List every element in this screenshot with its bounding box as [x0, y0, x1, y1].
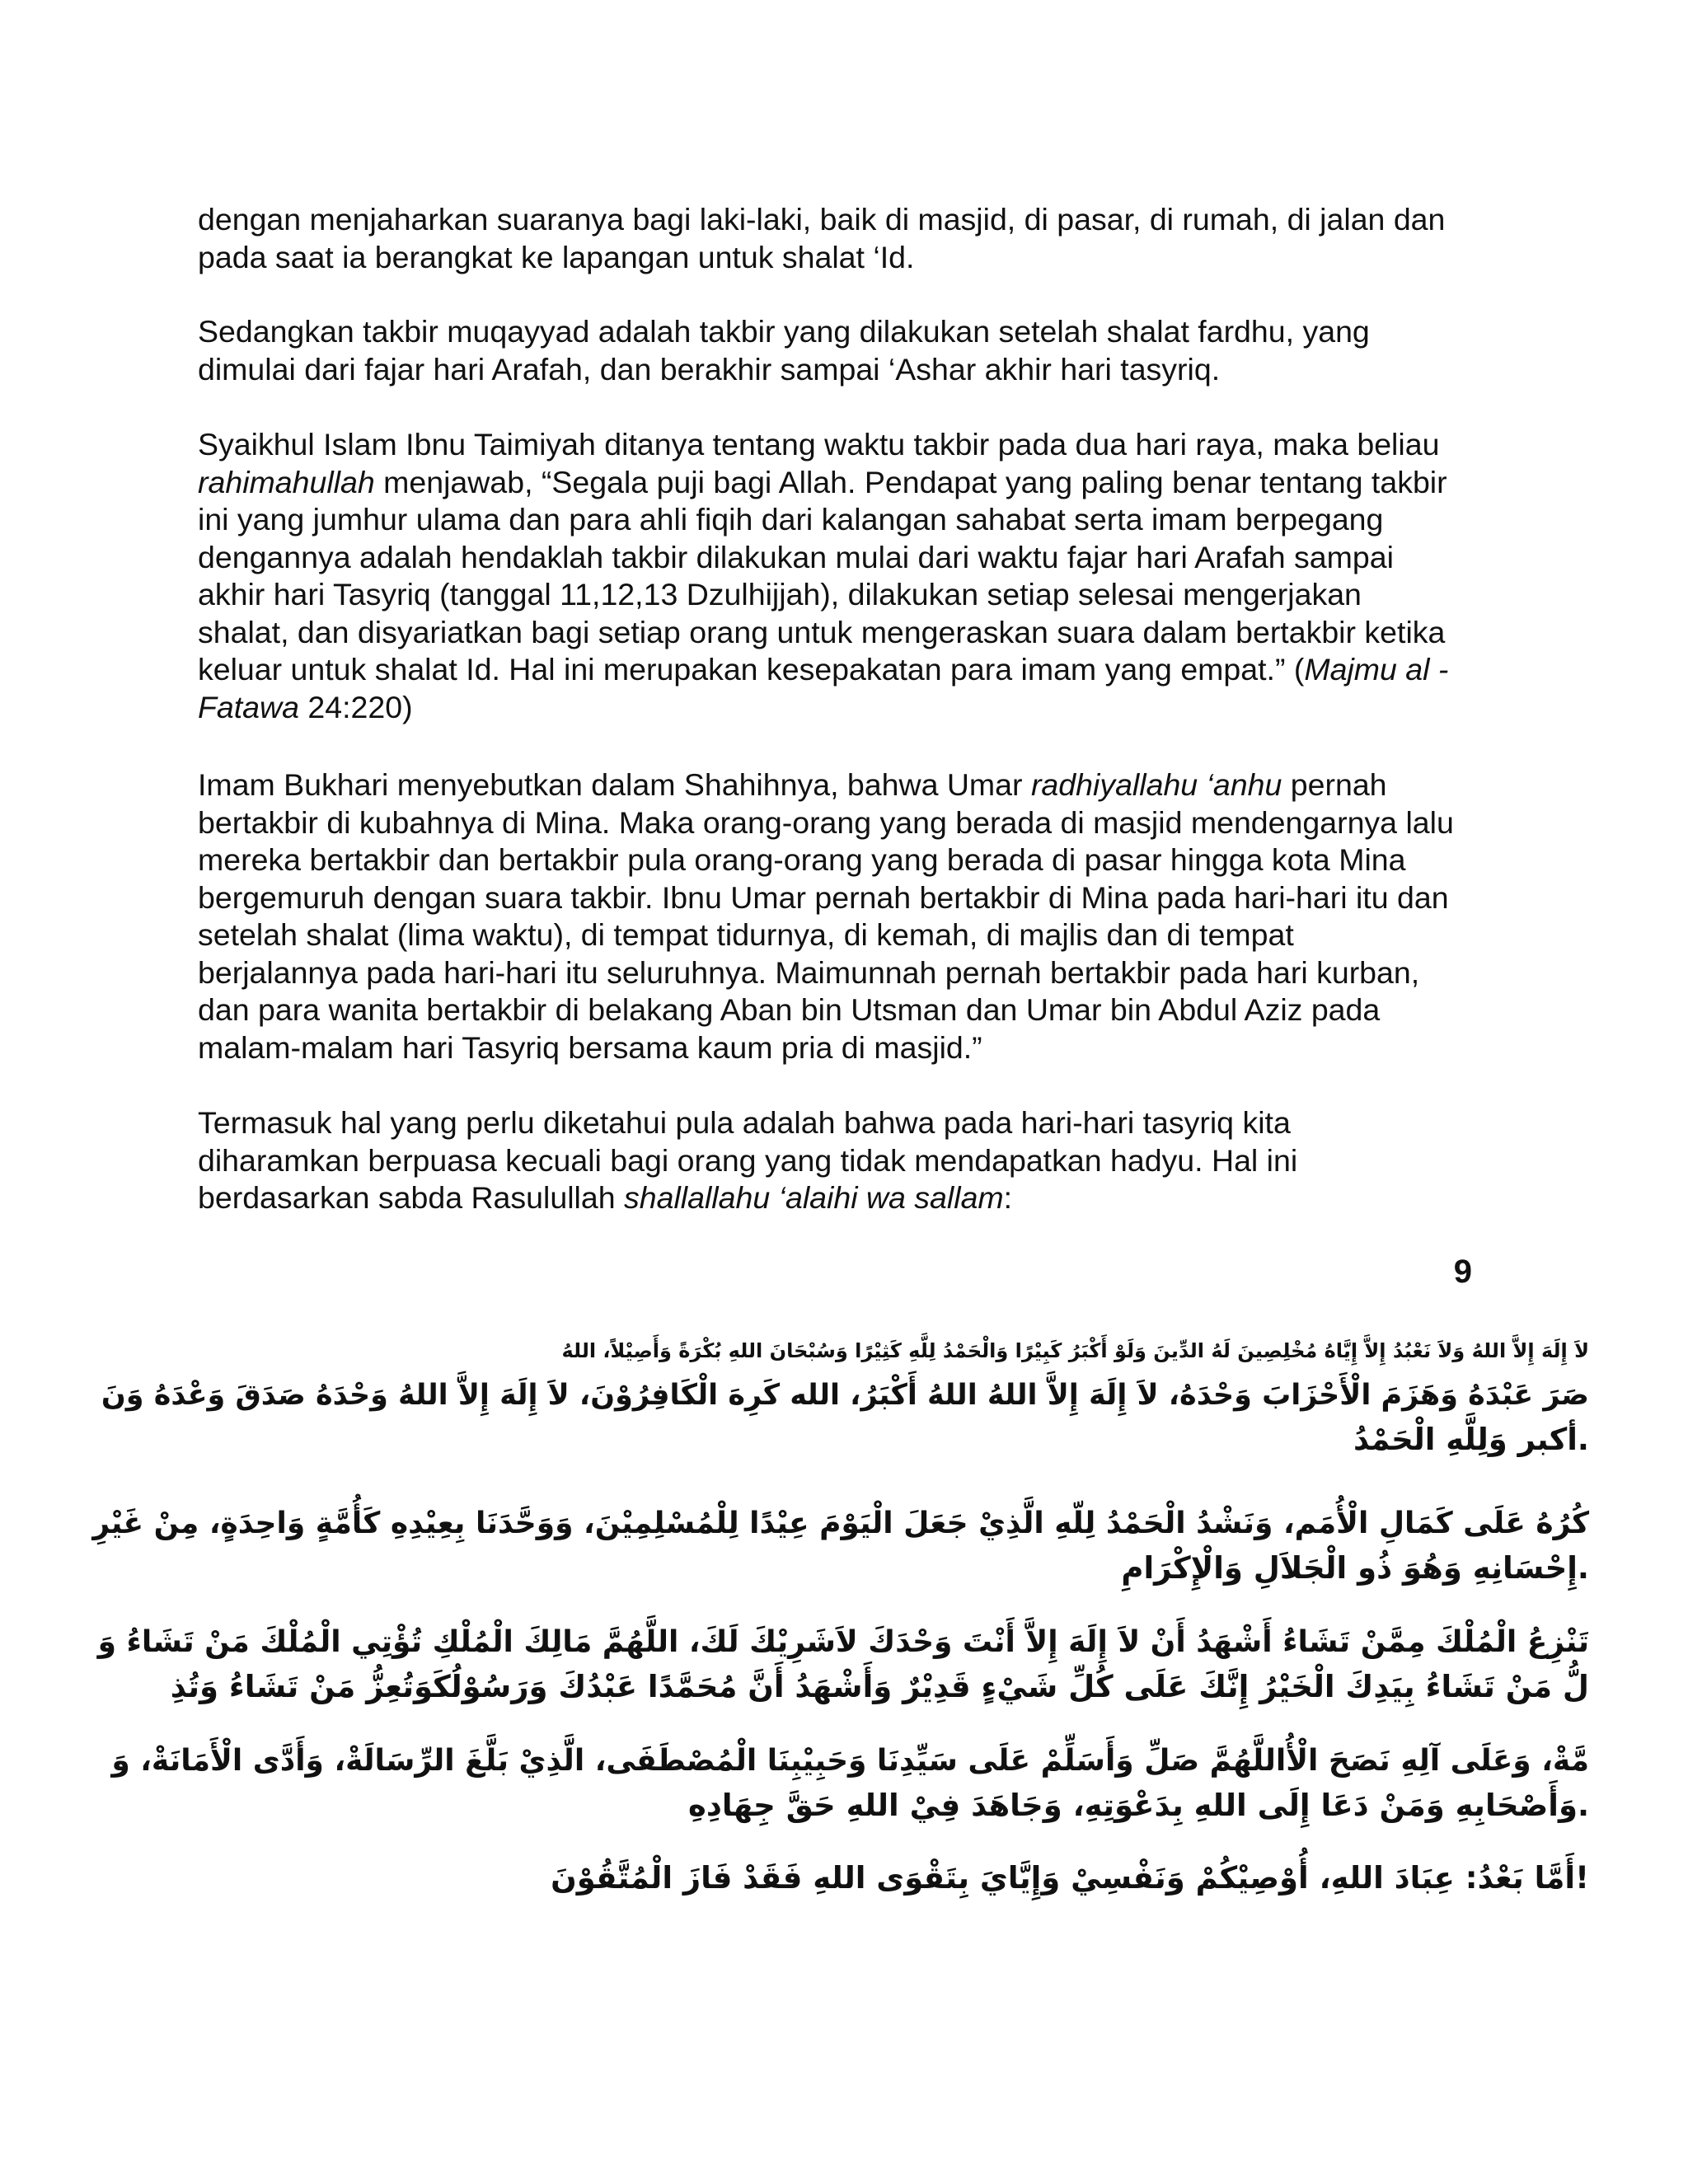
honorific-italic: rahimahullah: [198, 464, 375, 499]
arabic-line: .إِحْسَانِهِ وَهُوَ ذُو الْجَلاَلِ وَالْإِكْرَامِ: [1121, 1550, 1589, 1586]
paragraph-takbir-muqayyad: [198, 313, 1459, 388]
arabic-line: كُرُهُ عَلَى كَمَالِ الْأُمَم، وَنَشْدُ الْحَمْدُ لِلّهِ الَّذِيْ جَعَلَ الْيَوْمَ عِيْدًا لِلْمُسْلِمِيْنَ، وَوَحَّدَنَا بِعِيْدِهِ كَأُمَّةٍ وَاحِدَةٍ، مِنْ غَيْرِ: [92, 1507, 1589, 1540]
paragraph-text: menjawab, “Segala puji bagi Allah. Pendapat yang paling benar tentang takbir ini yang jumhur ulama dan para ahli fiqih dari kalangan sahabat serta imam berpegang dengannya adalah hendaklah takbir dilakukan mulai dari waktu fajar hari Arafah sampai akhir hari Tasyriq (tanggal 11,12,13 Dzulhijjah), dilakukan setiap selesai mengerjakan shalat, dan disyariatkan bagi setiap orang untuk mengeraskan suara dalam bertakbir ketika keluar untuk shalat Id. Hal ini merupakan kesepakatan para imam yang empat.” (: [198, 464, 1447, 687]
paragraph-imam-bukhari: [198, 766, 1459, 1066]
arabic-line: .أكبر وَلِلَّهِ الْحَمْدُ: [1353, 1422, 1589, 1457]
arabic-block-shalawat: [111, 1739, 1589, 1828]
arabic-block-wasiat: [551, 1856, 1589, 1900]
arabic-line: !أَمَّا بَعْدُ: عِبَادَ اللهِ، أُوْصِيْكُمْ وَنَفْسِيْ وَإِيَّايَ بِتَقْوَى اللهِ فَقَدْ فَازَ الْمُتَّقُوْنَ: [551, 1860, 1589, 1896]
arabic-line: مَّةْ، وَعَلَى آلِهِ نَصَحَ الْأُاللَّهُمَّ صَلِّ وَأَسَلِّمْ عَلَى سَيِّدِنَا وَحَبِيْبِنَا الْمُصْطَفَى، الَّذِيْ بَلَّغَ الرِّسَالَةْ، وَأَدَّى الْأَمَانَةْ، وَ: [111, 1744, 1589, 1778]
paragraph-text: Sedangkan takbir muqayyad adalah takbir yang dilakukan setelah shalat fardhu, yang dimulai dari fajar hari Arafah, dan berakhir sampai ‘Ashar akhir hari tasyriq.: [198, 314, 1370, 387]
arabic-line: صَرَ عَبْدَهُ وَهَزَمَ الْأَحْزَابَ وَحْدَهُ، لاَ إِلَهَ إِلاَّ اللهُ اللهُ أَكْبَرُ، الله كَرِهَ الْكَافِرُوْنَ، لاَ إِلَهَ إِلاَّ اللهُ وَحْدَهُ صَدَقَ وَعْدَهُ وَنَ: [101, 1379, 1589, 1412]
paragraph-text: 24:220): [298, 689, 413, 724]
page-number: 9: [1453, 1254, 1472, 1290]
arabic-line: .وَأَصْحَابِهِ وَمَنْ دَعَا إِلَى اللهِ بِدَعْوَتِهِ، وَجَاهَدَ فِيْ اللهِ حَقَّ جِهَادِهِ: [688, 1788, 1589, 1823]
arabic-line: تَنْزِعُ الْمُلْكَ مِمَّنْ تَشَاءُ أَشْهَدُ أَنْ لاَ إِلَهَ إِلاَّ أَنْتَ وَحْدَكَ لاَشَرِيْكَ لَكَ، اللَّهُمَّ مَالِكَ الْمُلْكِ تُؤْتِي الْمُلْكَ مَنْ تَشَاءُ وَ: [97, 1625, 1589, 1659]
paragraph-text: :: [1003, 1180, 1013, 1215]
paragraph-text: Imam Bukhari menyebutkan dalam Shahihnya, bahwa Umar: [198, 767, 1031, 802]
arabic-block-syahadat: [98, 1620, 1589, 1709]
paragraph-ibnu-taimiyah: [198, 426, 1459, 726]
citation-title: Majmu al -Fatawa: [198, 652, 1449, 724]
arabic-block-takbir: [101, 1329, 1589, 1462]
paragraph-text: pernah bertakbir di kubahnya di Mina. Maka orang-orang yang berada di masjid mendengarnya lalu mereka bertakbir dan bertakbir pula orang-orang yang berada di pasar hingga kota Mina bergemuruh dengan suara takbir. Ibnu Umar pernah bertakbir di Mina pada hari-hari itu dan setelah shalat (lima waktu), di tempat tidurnya, di kemah, di majlis dan di tempat berjalannya pada hari-hari itu seluruhnya. Maimunnah pernah bertakbir pada hari kurban, dan para wanita bertakbir di belakang Aban bin Utsman dan Umar bin Abdul Aziz pada malam-malam hari Tasyriq bersama kaum pria di masjid.”: [198, 767, 1454, 1065]
paragraph-text: dengan menjaharkan suaranya bagi laki-laki, baik di masjid, di pasar, di rumah, di jalan dan pada saat ia berangkat ke lapangan untuk shalat ‘Id.: [198, 202, 1446, 274]
honorific-italic: shallallahu ‘alaihi wa sallam: [624, 1180, 1004, 1215]
paragraph-text: Termasuk hal yang perlu diketahui pula adalah bahwa pada hari-hari tasyriq kita diharamkan berpuasa kecuali bagi orang yang tidak mendapatkan hadyu. Hal ini berdasarkan sabda Rasulullah: [198, 1105, 1298, 1215]
paragraph-hari-tasyriq: [198, 1104, 1459, 1217]
arabic-line: لاَ إِلَهَ إِلاَّ اللهُ وَلاَ نَعْبُدُ إِلاَّ إِيَّاهُ مُخْلِصِينَ لَهُ الدِّينَ وَلَوْ أَكْبَرُ كَبِيْرًا وَالْحَمْدُ لِلَّهِ كَثِيْرًا وَسُبْحَانَ اللهِ بُكْرَةً وَأَصِيْلاً، اللهُ: [561, 1339, 1589, 1362]
paragraph-text: Syaikhul Islam Ibnu Taimiyah ditanya tentang waktu takbir pada dua hari raya, maka beliau: [198, 427, 1440, 462]
arabic-block-hamdalah: [92, 1502, 1589, 1591]
arabic-line: لُّ مَنْ تَشَاءُ بِيَدِكَ الْخَيْرُ إِنَّكَ عَلَى كُلِّ شَيْءٍ قَدِيْرٌ وَأَشْهَدُ أَنَّ مُحَمَّدًا عَبْدُكَ وَرَسُوْلُكَوَتُعِزُّ مَنْ تَشَاءُ وَتُذِ: [170, 1669, 1589, 1704]
honorific-italic: radhiyallahu ‘anhu: [1030, 767, 1282, 802]
paragraph-takbir-mutlaq: [198, 201, 1459, 276]
